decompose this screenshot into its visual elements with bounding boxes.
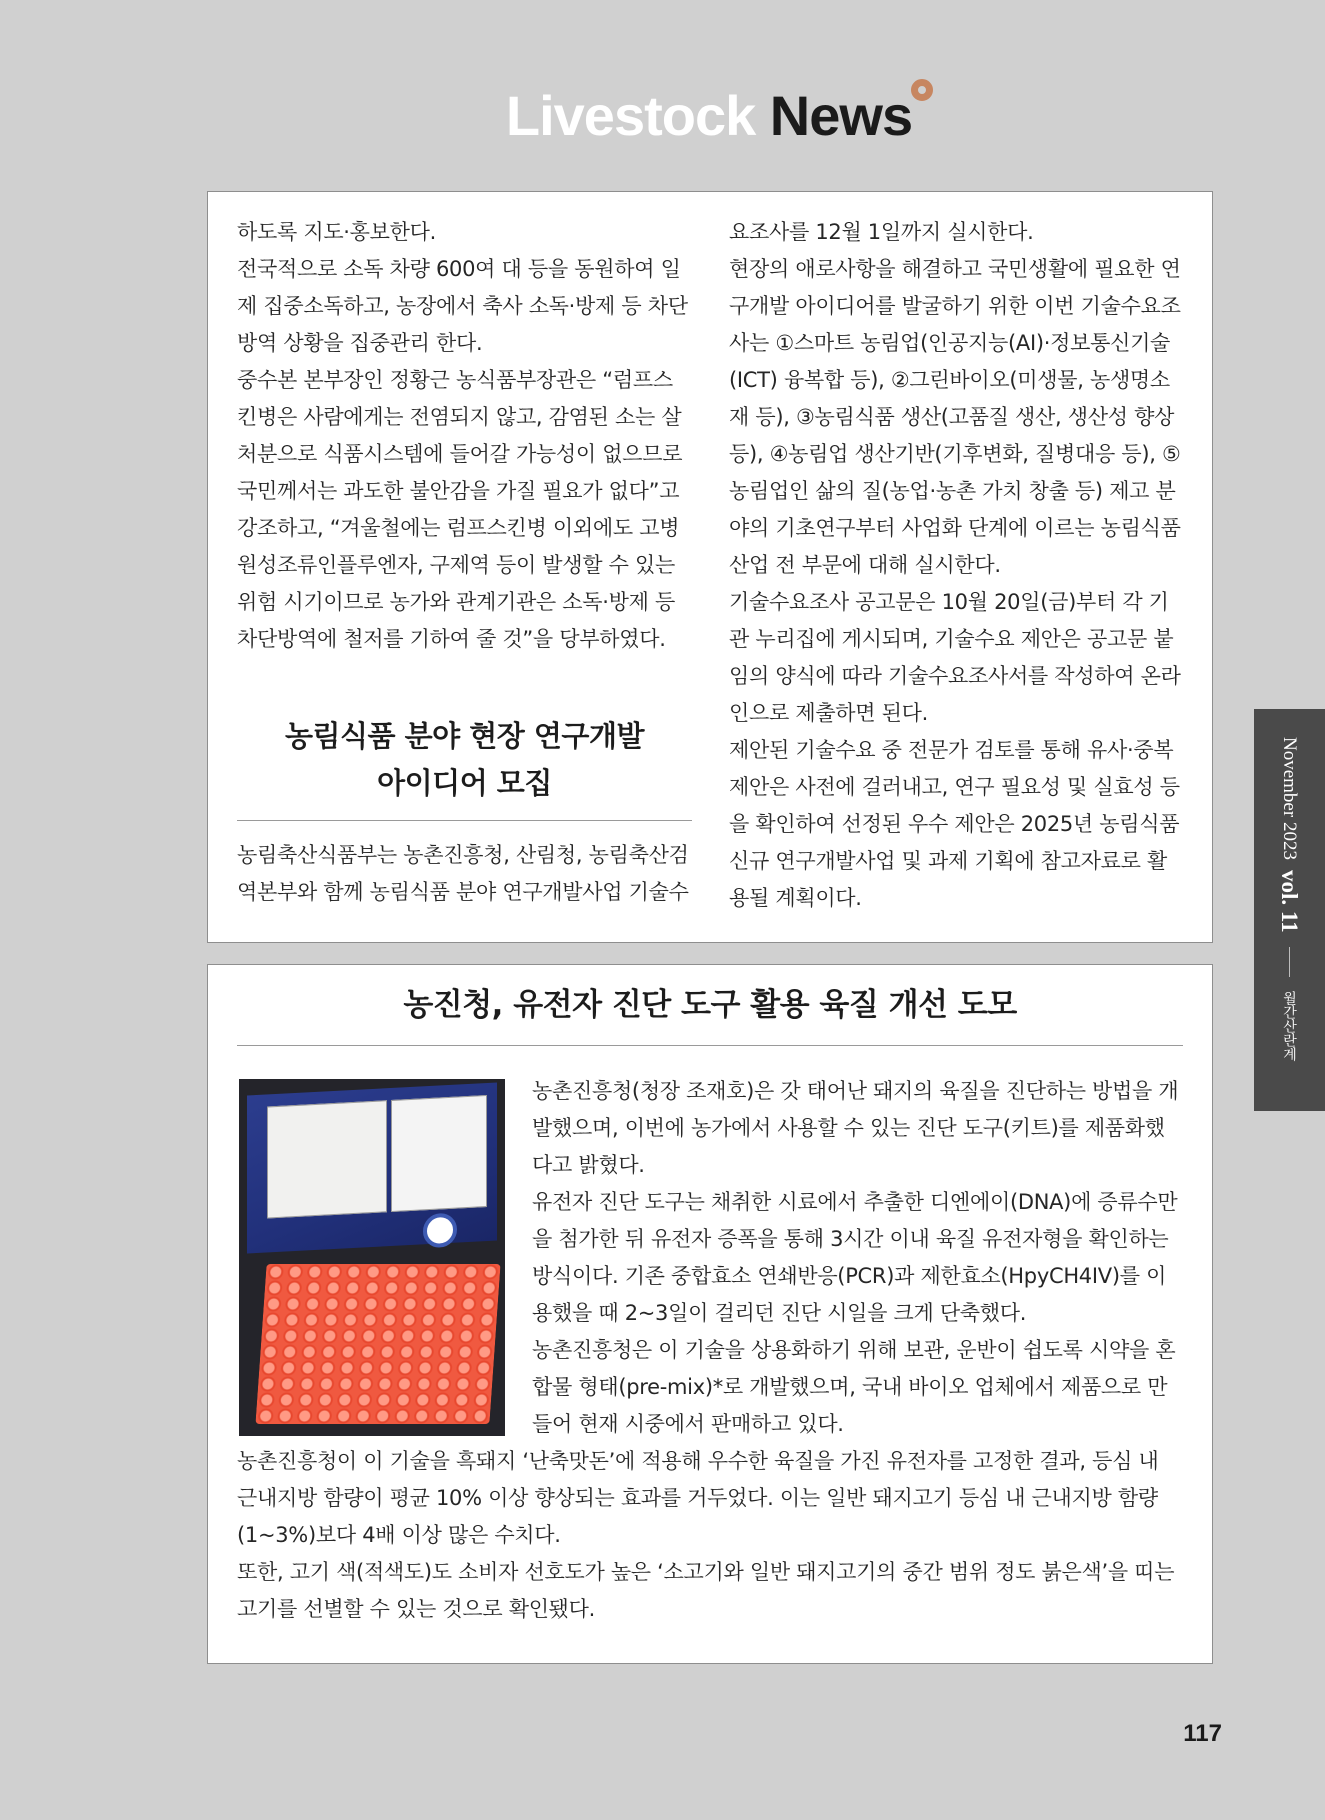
paragraph: 농촌진흥청이 이 기술을 흑돼지 ‘난축맛돈’에 적용해 우수한 육질을 가진 유전자를 고정한 결과, 등심 내 근내지방 함량이 평균 10% 이상 향상되는 효과를 거두었다. 이는 일반 돼지고기 등심 내 근내지방 함량(1~3%)보다 4배 이상 많은 수치다. [237, 1449, 1159, 1547]
paragraph: 전국적으로 소독 차량 600여 대 등을 동원하여 일제 집중소독하고, 농장에서 축사 소독·방제 등 차단방역 상황을 집중관리 한다. [237, 257, 688, 355]
magazine-name: 월간산란계 [1281, 990, 1297, 1061]
tab-divider [1289, 947, 1290, 977]
masthead-word-livestock: Livestock [505, 84, 756, 147]
section-heading [237, 713, 692, 807]
paragraph: 중수본 본부장인 정황근 농식품부장관은 “럼프스킨병은 사람에게는 전염되지 않고, 감염된 소는 살처분으로 식품시스템에 들어갈 가능성이 없으므로 국민께서는 과도한 불안감을 가질 필요가 없다”고 강조하고, “겨울철에는 럼프스킨병 이외에도 고병원성조류인플루엔자, 구제역 등이 발생할 수 있는 위험 시기이므로 농가와 관계기관은 소독·방제 등 차단방역에 철저를 기하여 줄 것”을 당부하였다. [237, 368, 683, 651]
article-body [237, 1073, 1183, 1628]
article-right-column [729, 214, 1184, 917]
paragraph: 제안된 기술수요 중 전문가 검토를 통해 유사·중복 제안은 사전에 걸러내고, 연구 필요성 및 실효성 등을 확인하여 선정된 우수 제안은 2025년 농림식품 신규 연구개발사업 및 과제 기획에 참고자료로 활용될 계획이다. [729, 738, 1180, 910]
paragraph: 농촌진흥청(청장 조재호)은 갓 태어난 돼지의 육질을 진단하는 방법을 개발했으며, 이번에 농가에서 사용할 수 있는 진단 도구(키트)를 제품화했다고 밝혔다. [532, 1079, 1179, 1177]
issue-date: November 2023 [1279, 737, 1300, 860]
paragraph: 하도록 지도·홍보한다. [237, 220, 436, 244]
paragraph: 기술수요조사 공고문은 10월 20일(금)부터 각 기관 누리집에 게시되며, 기술수요 제안은 공고문 붙임의 양식에 따라 기술수요조사서를 작성하여 온라인으로 제출하면 된다. [729, 590, 1181, 725]
article-box-bottom [207, 964, 1213, 1664]
divider [237, 820, 692, 821]
masthead [0, 84, 1325, 147]
paragraph: 농림축산식품부는 농촌진흥청, 산림청, 농림축산검역본부와 함께 농림식품 분야 연구개발사업 기술수 [237, 843, 689, 904]
paragraph: 현장의 애로사항을 해결하고 국민생활에 필요한 연구개발 아이디어를 발굴하기 위한 이번 기술수요조사는 ①스마트 농림업(인공지능(AI)·정보통신기술(ICT) 융복합 등), ②그린바이오(미생물, 농생명소재 등), ③농림식품 생산(고품질 생산, 생산성 향상 등), ④농림업 생산기반(기후변화, 질병대응 등), ⑤농림업인 삶의 질(농업·농촌 가치 창출 등) 제고 분야의 기초연구부터 사업화 단계에 이르는 농림식품 산업 전 부문에 대해 실시한다. [729, 257, 1181, 577]
article-left-column [237, 214, 692, 911]
side-tab-text [1271, 737, 1307, 1097]
article-heading: 농진청, 유전자 진단 도구 활용 육질 개선 도모 [403, 987, 1017, 1023]
paragraph: 농촌진흥청은 이 기술을 상용화하기 위해 보관, 운반이 쉽도록 시약을 혼합물 형태(pre-mix)*로 개발했으며, 국내 바이오 업체에서 제품으로 만들어 현재 시중에서 판매하고 있다. [532, 1338, 1176, 1436]
masthead-word-news: News [769, 84, 913, 147]
page-number: 117 [1183, 1720, 1222, 1747]
divider [237, 1045, 1183, 1046]
issue-volume: vol. 11 [1277, 869, 1302, 933]
masthead-ring-icon [911, 79, 933, 101]
section-heading-line: 아이디어 모집 [377, 766, 552, 800]
paragraph: 또한, 고기 색(적색도)도 소비자 선호도가 높은 ‘소고기와 일반 돼지고기의 중간 범위 정도 붉은색’을 띠는 고기를 선별할 수 있는 것으로 확인됐다. [237, 1560, 1175, 1621]
section-heading-line: 농림식품 분야 현장 연구개발 [285, 719, 644, 753]
paragraph: 유전자 진단 도구는 채취한 시료에서 추출한 디엔에이(DNA)에 증류수만을 첨가한 뒤 유전자 증폭을 통해 3시간 이내 육질 유전자형을 확인하는 방식이다. 기존 중합효소 연쇄반응(PCR)과 제한효소(HpyCH4IV)를 이용했을 때 2~3일이 걸리던 진단 시일을 크게 단축했다. [532, 1190, 1178, 1325]
article-box-top [207, 191, 1213, 943]
paragraph: 요조사를 12월 1일까지 실시한다. [729, 220, 1034, 244]
